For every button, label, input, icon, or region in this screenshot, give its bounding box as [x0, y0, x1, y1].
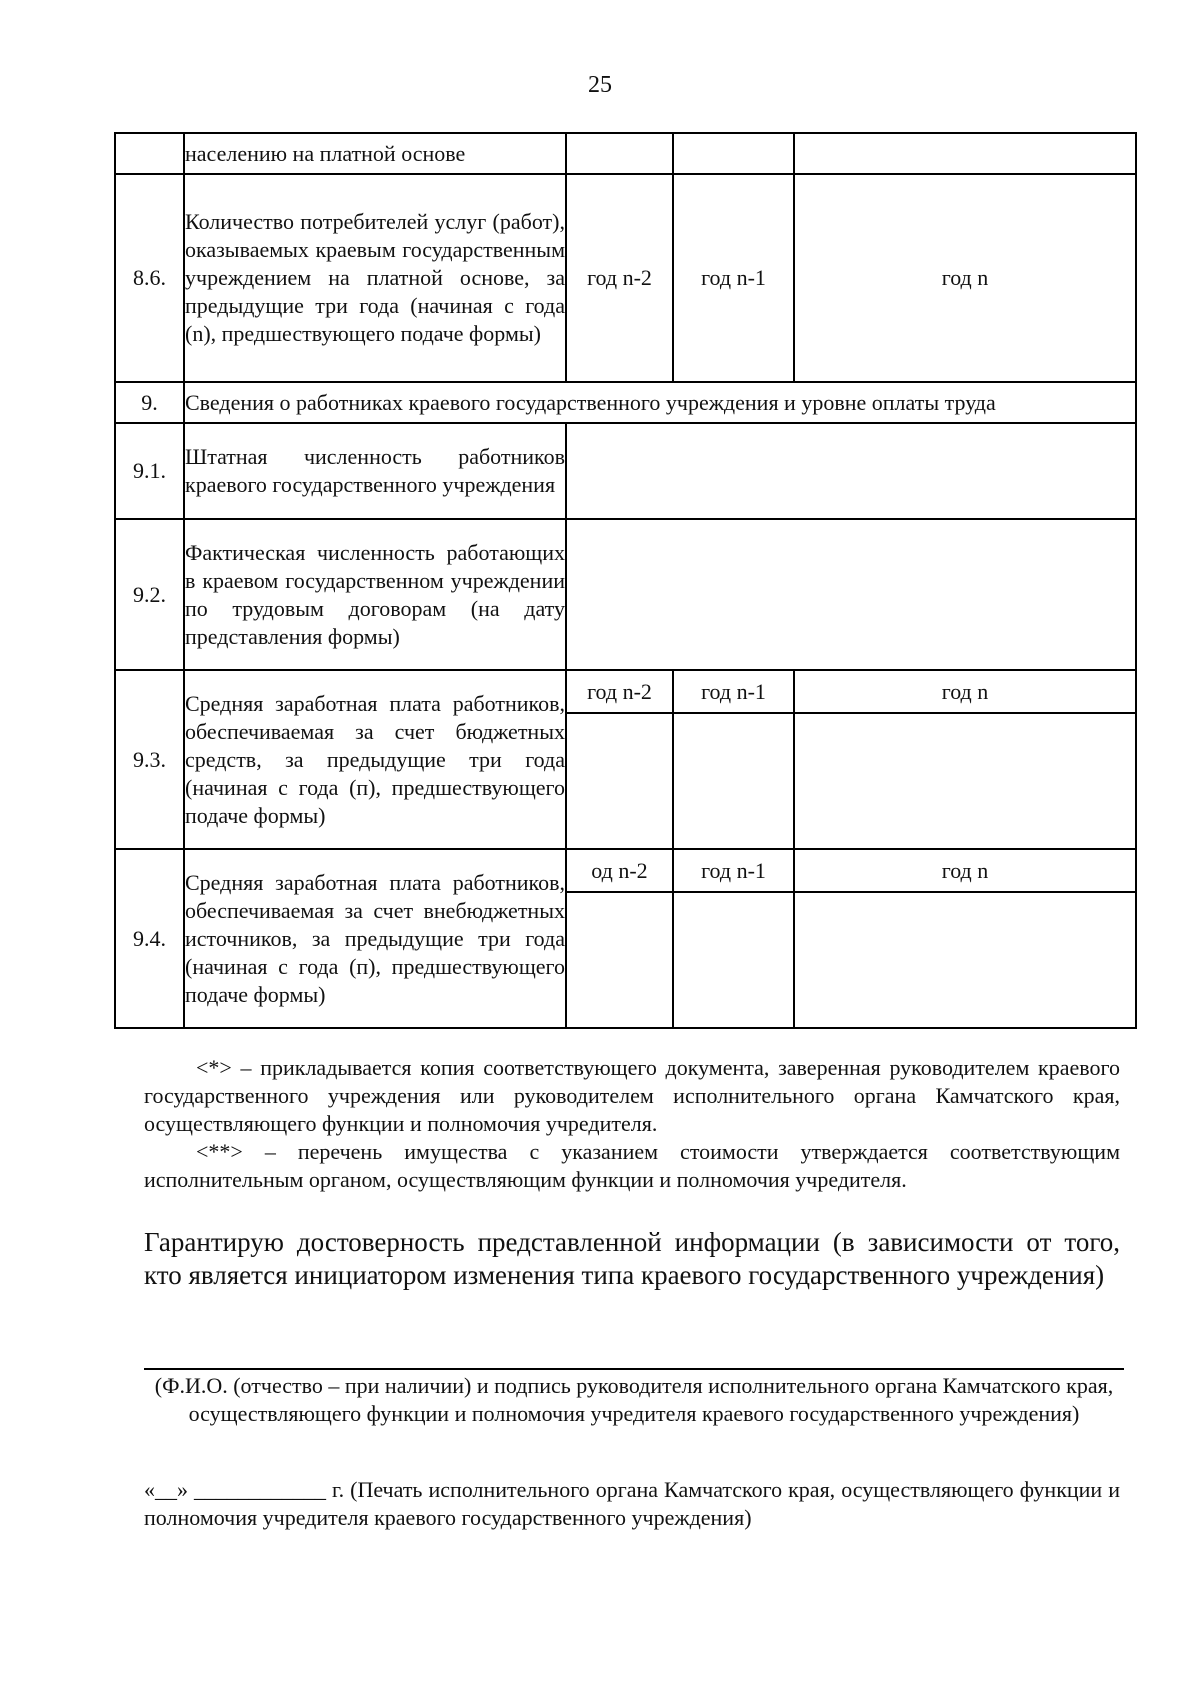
year-header: год n-1	[673, 174, 794, 382]
value-cell	[673, 892, 794, 1028]
desc-cell: населению на платной основе	[184, 133, 566, 174]
row-number: 9.4.	[115, 849, 184, 1028]
signature-caption: (Ф.И.О. (отчество – при наличии) и подпись руководителя исполнительного органа Камчатского края, осуществляющего функции и полномочия учредителя краевого государственного учреждения)	[154, 1373, 1114, 1426]
table-row-9-3	[115, 670, 1136, 713]
value-cell	[794, 133, 1136, 174]
value-cell	[673, 133, 794, 174]
page-number: 25	[588, 72, 612, 98]
year-header: год n-2	[566, 174, 673, 382]
row-description: Фактическая численность работающих в краевом государственном учреждении по трудовым договорам (на дату представления формы)	[184, 519, 566, 670]
table-row-9-1	[115, 423, 1136, 519]
year-header: год n	[794, 174, 1136, 382]
value-cell	[566, 519, 1136, 670]
row-number: 8.6.	[115, 174, 184, 382]
row-description: Средняя заработная плата работников, обеспечиваемая за счет бюджетных средств, за предыдущие три года (начиная с года (п), предшествующего подаче формы)	[184, 670, 566, 849]
value-cell	[794, 713, 1136, 849]
section-title: Сведения о работниках краевого государственного учреждения и уровне оплаты труда	[184, 382, 1136, 423]
table-row-9-4	[115, 849, 1136, 892]
year-header: год n-1	[673, 670, 794, 713]
value-cell	[566, 892, 673, 1028]
value-cell	[794, 892, 1136, 1028]
table-row-8-6	[115, 174, 1136, 382]
guarantee-statement: Гарантирую достоверность представленной информации (в зависимости от того, кто является инициатором изменения типа краевого государственного учреждения)	[144, 1227, 1120, 1290]
year-header: год n	[794, 670, 1136, 713]
footnote-1: <*> – прикладывается копия соответствующего документа, заверенная руководителем краевого государственного учреждения или руководителем исполнительного органа Камчатского края, осуществляющего функции и полномочия учредителя.	[144, 1055, 1120, 1136]
value-cell	[673, 713, 794, 849]
row-number: 9.2.	[115, 519, 184, 670]
date-stamp-line: «__» ____________ г. (Печать исполнительного органа Камчатского края, осуществляющего функции и полномочия учредителя краевого государственного учреждения)	[144, 1477, 1120, 1530]
row-description: Количество потребителей услуг (работ), оказываемых краевым государственным учреждением на платной основе, за предыдущие три года (начиная с года (n), предшествующего подаче формы)	[184, 174, 566, 382]
row-number: 9.3.	[115, 670, 184, 849]
row-number: 9.1.	[115, 423, 184, 519]
footnote-2: <**> – перечень имущества с указанием стоимости утверждается соответствующим исполнительным органом, осуществляющим функции и полномочия учредителя.	[144, 1139, 1120, 1192]
row-description: Штатная численность работников краевого государственного учреждения	[184, 423, 566, 519]
footnotes	[144, 1054, 1120, 1194]
value-cell	[566, 133, 673, 174]
year-header: год n-2	[566, 670, 673, 713]
table-row-continuation	[115, 133, 1136, 174]
table-row-9	[115, 382, 1136, 423]
year-header: год n-1	[673, 849, 794, 892]
signature-line	[144, 1368, 1124, 1370]
table-row-9-2	[115, 519, 1136, 670]
row-description: Средняя заработная плата работников, обеспечиваемая за счет внебюджетных источников, за предыдущие три года (начиная с года (п), предшествующего подаче формы)	[184, 849, 566, 1028]
year-header: год n	[794, 849, 1136, 892]
form-table	[114, 132, 1137, 1029]
num-cell	[115, 133, 184, 174]
year-header: од n-2	[566, 849, 673, 892]
row-number: 9.	[115, 382, 184, 423]
value-cell	[566, 713, 673, 849]
value-cell	[566, 423, 1136, 519]
